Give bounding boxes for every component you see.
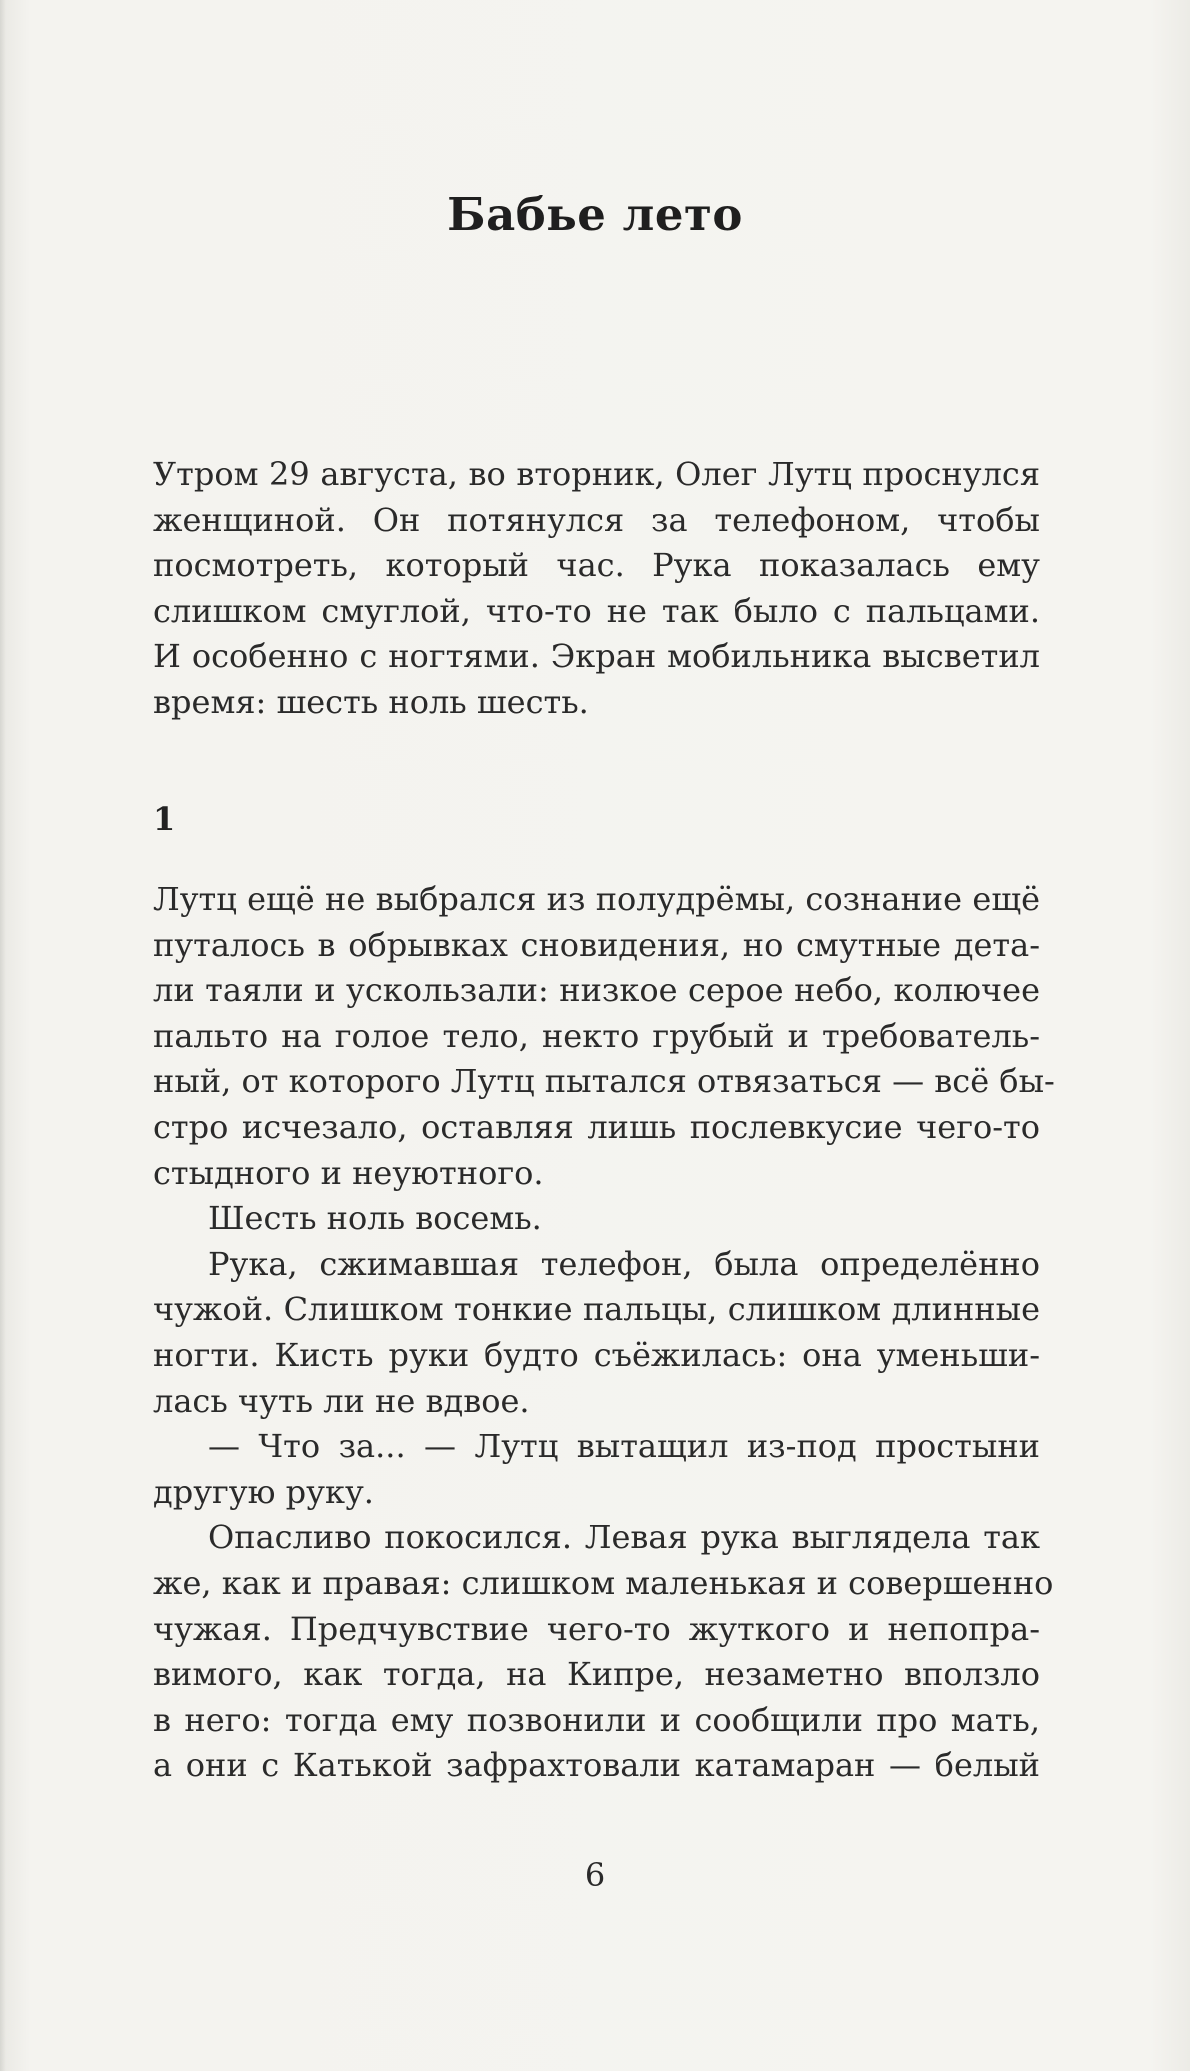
body-line: Шесть ноль восемь. xyxy=(208,1199,542,1238)
body-line: в него: тогда ему позвонили и сообщили про мать, xyxy=(153,1700,1040,1739)
body-line: Опасливо покосился. Левая рука выглядела так xyxy=(208,1518,1040,1557)
body-line: другую руку. xyxy=(153,1472,374,1511)
body-line: ногти. Кисть руки будто съёжилась: она уменьши- xyxy=(153,1335,1040,1374)
body-line: — Что за... — Лутц вытащил из-под простыни xyxy=(208,1427,1040,1466)
body-line: чужая. Предчувствие чего-то жуткого и непопра- xyxy=(153,1609,1040,1648)
page-edge-shadow xyxy=(0,0,6,2071)
intro-line: посмотреть, который час. Рука показалась ему xyxy=(153,546,1040,585)
body-line: ный, от которого Лутц пытался отвязаться — всё бы- xyxy=(153,1062,1055,1101)
intro-line: Утром 29 августа, во вторник, Олег Лутц проснулся xyxy=(153,455,1040,493)
page-title: Бабье лето xyxy=(447,188,743,242)
body-line: Лутц ещё не выбрался из полудрёмы, сознание ещё xyxy=(153,880,1040,918)
body-line: стро исчезало, оставляя лишь послевкусие чего-то xyxy=(153,1107,1040,1146)
body-line: Рука, сжимавшая телефон, была определённо xyxy=(208,1244,1040,1283)
intro-line: слишком смуглой, что-то не так было с пальцами. xyxy=(153,591,1040,630)
body-line: путалось в обрывках сновидения, но смутные дета- xyxy=(153,925,1040,964)
body-line: же, как и правая: слишком маленькая и совершенно xyxy=(153,1563,1054,1602)
body-line: ли таяли и ускользали: низкое серое небо, колючее xyxy=(153,971,1040,1010)
body-line: а они с Катькой зафрахтовали катамаран — белый xyxy=(153,1746,1040,1785)
intro-line: И особенно с ногтями. Экран мобильника высветил xyxy=(153,637,1040,676)
body-line: пальто на голое тело, некто грубый и требователь- xyxy=(153,1016,1040,1055)
body-line: лась чуть ли не вдвое. xyxy=(153,1381,530,1420)
chapter-body xyxy=(153,877,1055,1789)
chapter-number: 1 xyxy=(153,800,176,838)
intro-paragraph xyxy=(153,452,1040,726)
intro-line: женщиной. Он потянулся за телефоном, чтобы xyxy=(153,500,1040,539)
body-line: вимого, как тогда, на Кипре, незаметно вползло xyxy=(153,1655,1040,1694)
body-line: чужой. Слишком тонкие пальцы, слишком длинные xyxy=(153,1290,1040,1329)
body-line: стыдного и неуютного. xyxy=(153,1153,544,1192)
intro-line: время: шесть ноль шесть. xyxy=(153,682,589,721)
page-number: 6 xyxy=(584,1856,606,1894)
